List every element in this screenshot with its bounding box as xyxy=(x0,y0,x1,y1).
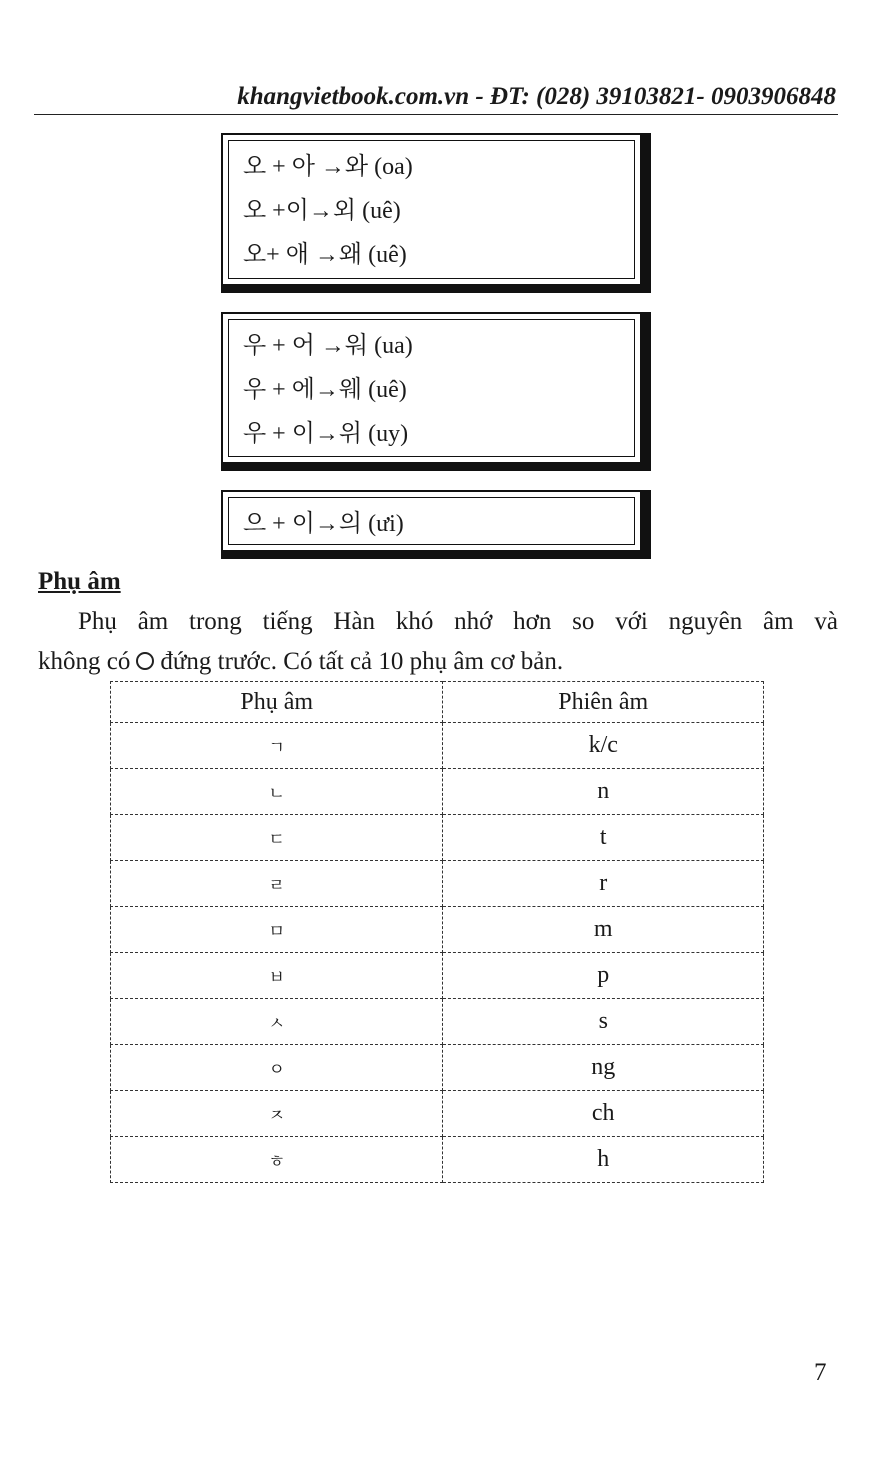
consonant-cell: ㄱ xyxy=(111,723,443,769)
consonant-cell: ㅂ xyxy=(111,953,443,999)
consonant-cell: ㅎ xyxy=(111,1137,443,1183)
vowel-line: 우 + 어 →워 (ua) xyxy=(243,333,413,359)
table-row xyxy=(111,1045,764,1091)
consonant-cell: ㄷ xyxy=(111,815,443,861)
transcription-cell: k/c xyxy=(443,723,764,769)
ieung-circle-icon xyxy=(136,652,154,670)
vowel-box-inner xyxy=(228,319,635,457)
table-row xyxy=(111,999,764,1045)
transcription-cell: h xyxy=(443,1137,764,1183)
column-header: Phụ âm xyxy=(111,682,443,723)
table-row xyxy=(111,723,764,769)
consonant-cell: ㅁ xyxy=(111,907,443,953)
table-header-row xyxy=(111,682,764,723)
paragraph-line: Phụ âm trong tiếng Hàn khó nhớ hơn so với nguyên âm và xyxy=(78,608,838,635)
transcription-cell: m xyxy=(443,907,764,953)
vowel-box-inner xyxy=(228,497,635,545)
vowel-box-u xyxy=(221,312,651,471)
section-title: Phụ âm xyxy=(38,568,121,595)
table-row xyxy=(111,769,764,815)
vowel-line: 오 + 아 →와 (oa) xyxy=(243,154,413,180)
vowel-box-eu xyxy=(221,490,651,559)
transcription-cell: n xyxy=(443,769,764,815)
transcription-cell: ch xyxy=(443,1091,764,1137)
paragraph-text: đứng trước. Có tất cả 10 phụ âm cơ bản. xyxy=(160,648,564,675)
consonant-cell: ㅇ xyxy=(111,1045,443,1091)
paragraph-line xyxy=(38,642,838,682)
table-row xyxy=(111,953,764,999)
paragraph-text: không có xyxy=(38,648,131,675)
page-number: 7 xyxy=(814,1359,827,1386)
table-row xyxy=(111,1091,764,1137)
vowel-line: 오 +이→외 (uê) xyxy=(243,198,401,224)
transcription-cell: s xyxy=(443,999,764,1045)
table-row xyxy=(111,861,764,907)
table-row xyxy=(111,907,764,953)
consonant-cell: ㄹ xyxy=(111,861,443,907)
vowel-line: 오+ 애 →왜 (uê) xyxy=(243,242,407,268)
consonant-cell: ㄴ xyxy=(111,769,443,815)
vowel-line: 으 + 이→의 (ưi) xyxy=(243,511,404,537)
page-header xyxy=(34,80,838,115)
table-row xyxy=(111,815,764,861)
column-header: Phiên âm xyxy=(443,682,764,723)
vowel-box-o xyxy=(221,133,651,293)
transcription-cell: r xyxy=(443,861,764,907)
vowel-box-inner xyxy=(228,140,635,279)
section-paragraph xyxy=(38,602,838,682)
transcription-cell: t xyxy=(443,815,764,861)
transcription-cell: p xyxy=(443,953,764,999)
vowel-line: 우 + 에→웨 (uê) xyxy=(243,377,407,403)
vowel-line: 우 + 이→위 (uy) xyxy=(243,421,409,447)
consonant-table xyxy=(110,681,764,1183)
table-row xyxy=(111,1137,764,1183)
header-text: khangvietbook.com.vn - ĐT: (028) 39103821- 0903906848 xyxy=(237,83,836,110)
transcription-cell: ng xyxy=(443,1045,764,1091)
consonant-cell: ㅅ xyxy=(111,999,443,1045)
consonant-cell: ㅈ xyxy=(111,1091,443,1137)
